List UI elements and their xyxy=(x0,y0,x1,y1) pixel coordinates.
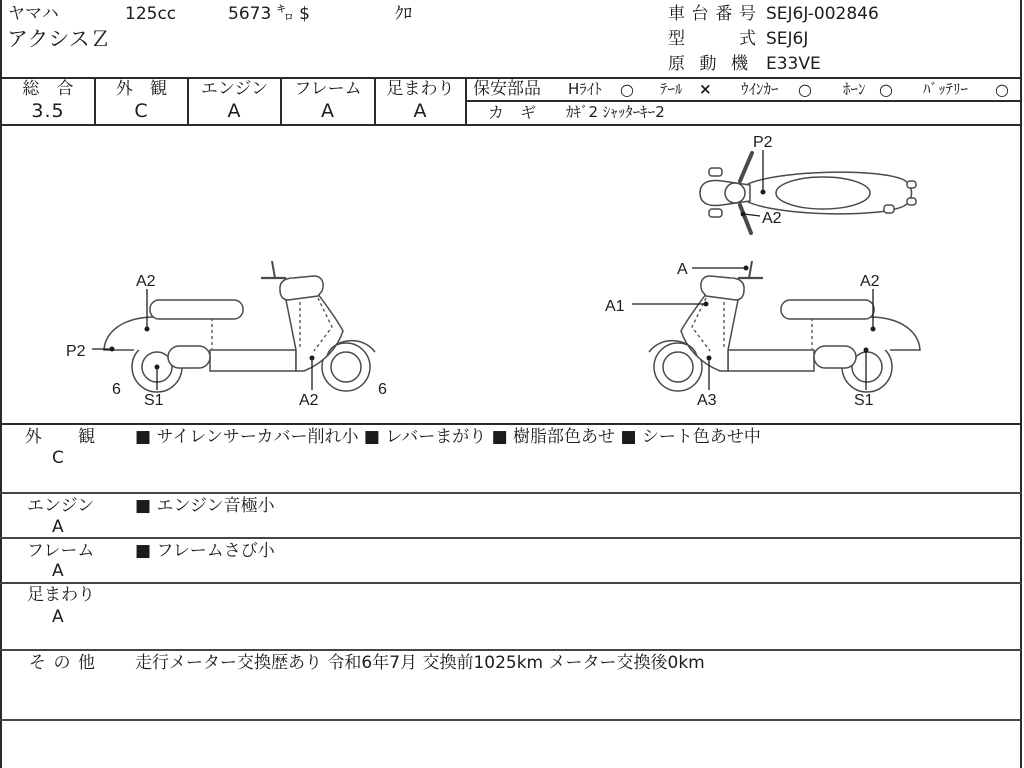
grade-col-divider xyxy=(94,78,96,125)
diagram-bottom xyxy=(0,423,1022,425)
damage-label: S1 xyxy=(144,392,164,409)
grade-col-divider xyxy=(374,78,376,125)
grade-overall-value: 3.5 xyxy=(31,100,65,122)
model-name: アクシスＺ xyxy=(7,27,111,51)
damage-label: P2 xyxy=(753,134,773,151)
engine-label: 原 動 機 xyxy=(668,54,748,74)
remark-divider xyxy=(0,582,1022,584)
remark-text-frame: ■ フレームさび小 xyxy=(135,541,275,561)
tire-label: 6 xyxy=(112,381,121,398)
safety-mark-turn-signal: ○ xyxy=(798,80,812,99)
top-handlebar xyxy=(740,153,752,181)
damage-point xyxy=(704,302,709,307)
grade-col-divider xyxy=(280,78,282,125)
safety-mark-headlight: ○ xyxy=(620,80,634,99)
top-seat xyxy=(776,177,870,209)
damage-point xyxy=(707,356,712,361)
key-label: カ ギ xyxy=(488,103,537,122)
damage-label: P2 xyxy=(66,343,86,360)
displacement: 125cc xyxy=(125,4,177,24)
top-mirror xyxy=(709,209,722,217)
grab-rail xyxy=(884,205,894,213)
remark-label-suspension: 足まわり xyxy=(27,585,95,605)
mileage: 5673 ㌔ $ xyxy=(228,4,310,24)
grade-suspension-value: A xyxy=(413,100,428,122)
damage-label: A xyxy=(677,261,688,278)
remark-text-other: 走行メーター交換歴あり 令和6年7月 交換前1025km メーター交換後0km xyxy=(135,653,705,673)
grade-suspension-label: 足まわり xyxy=(386,79,455,99)
damage-label: A2 xyxy=(860,273,880,290)
model-code-value: SEJ6J xyxy=(766,29,809,49)
remark-divider xyxy=(0,649,1022,651)
remark-label-frame: フレーム xyxy=(27,541,95,561)
remark-grade-frame: A xyxy=(52,561,64,581)
grade-frame-label: フレーム xyxy=(294,79,362,99)
engine-value: E33VE xyxy=(766,54,821,74)
remark-grade-engine: A xyxy=(52,517,64,537)
damage-point xyxy=(744,266,749,271)
rear-blinker xyxy=(907,181,916,188)
remark-text-exterior: ■ サイレンサーカバー削れ小 ■ レバーまがり ■ 樹脂部色あせ ■ シート色あせ中 xyxy=(135,427,761,447)
safety-row-divider xyxy=(466,100,1021,102)
safety-item-battery: ﾊﾞｯﾃﾘｰ xyxy=(923,80,969,98)
right-border xyxy=(1020,0,1022,768)
remark-divider xyxy=(0,492,1022,494)
body-color: ｸﾛ xyxy=(395,4,412,24)
remark-grade-suspension: A xyxy=(52,607,64,627)
frame-number-value: SEJ6J-002846 xyxy=(766,4,879,24)
tire-label: 6 xyxy=(378,381,387,398)
remark-divider xyxy=(0,719,1022,721)
damage-label: A2 xyxy=(762,210,782,227)
damage-point xyxy=(871,327,876,332)
damage-label: A1 xyxy=(605,298,625,315)
damage-point xyxy=(145,327,150,332)
top-view xyxy=(700,153,916,233)
remark-grade-exterior: C xyxy=(52,448,64,468)
damage-point xyxy=(741,212,746,217)
safety-mark-horn: ○ xyxy=(879,80,893,99)
key-value: ｶｷﾞ2 ｼｬｯﾀｰｷｰ2 xyxy=(566,103,665,121)
damage-label: A2 xyxy=(136,273,156,290)
frame-number-label: 車台番号 xyxy=(668,4,756,24)
safety-parts-label: 保安部品 xyxy=(473,79,541,99)
damage-point xyxy=(761,190,766,195)
grade-exterior-value: C xyxy=(134,100,149,122)
maker: ヤマハ xyxy=(8,4,59,24)
safety-item-taillight: ﾃｰﾙ xyxy=(660,80,683,98)
safety-item-headlight: Hﾗｲﾄ xyxy=(568,80,602,98)
damage-label: S1 xyxy=(854,392,874,409)
safety-mark-battery: ○ xyxy=(995,80,1009,99)
rear-blinker xyxy=(907,198,916,205)
top-handlebar xyxy=(740,205,751,233)
grade-engine-value: A xyxy=(227,100,242,122)
remark-label-engine: エンジン xyxy=(27,496,95,516)
grade-col-divider xyxy=(187,78,189,125)
grade-exterior-label: 外 観 xyxy=(116,79,167,99)
scooter-damage-diagram xyxy=(0,126,1020,423)
grade-frame-value: A xyxy=(321,100,335,122)
grade-engine-label: エンジン xyxy=(200,79,269,99)
top-mirror xyxy=(709,168,722,176)
leader-line xyxy=(744,214,760,216)
damage-point xyxy=(310,356,315,361)
safety-item-horn: ﾎｰﾝ xyxy=(843,80,866,98)
safety-mark-taillight: × xyxy=(699,80,712,98)
damage-point xyxy=(155,365,160,370)
remark-divider xyxy=(0,537,1022,539)
remark-label-other: そ の 他 xyxy=(29,653,95,673)
remark-text-engine: ■ エンジン音極小 xyxy=(135,496,275,516)
safety-item-turn-signal: ｳｲﾝｶｰ xyxy=(741,80,779,98)
top-meter xyxy=(725,183,745,203)
damage-point xyxy=(864,348,869,353)
remark-label-exterior: 外 観 xyxy=(25,427,95,447)
damage-label: A2 xyxy=(299,392,319,409)
damage-label: A3 xyxy=(697,392,717,409)
grade-overall-label: 総 合 xyxy=(22,79,74,99)
model-code-label: 型 式 xyxy=(668,29,756,49)
damage-point xyxy=(110,347,115,352)
